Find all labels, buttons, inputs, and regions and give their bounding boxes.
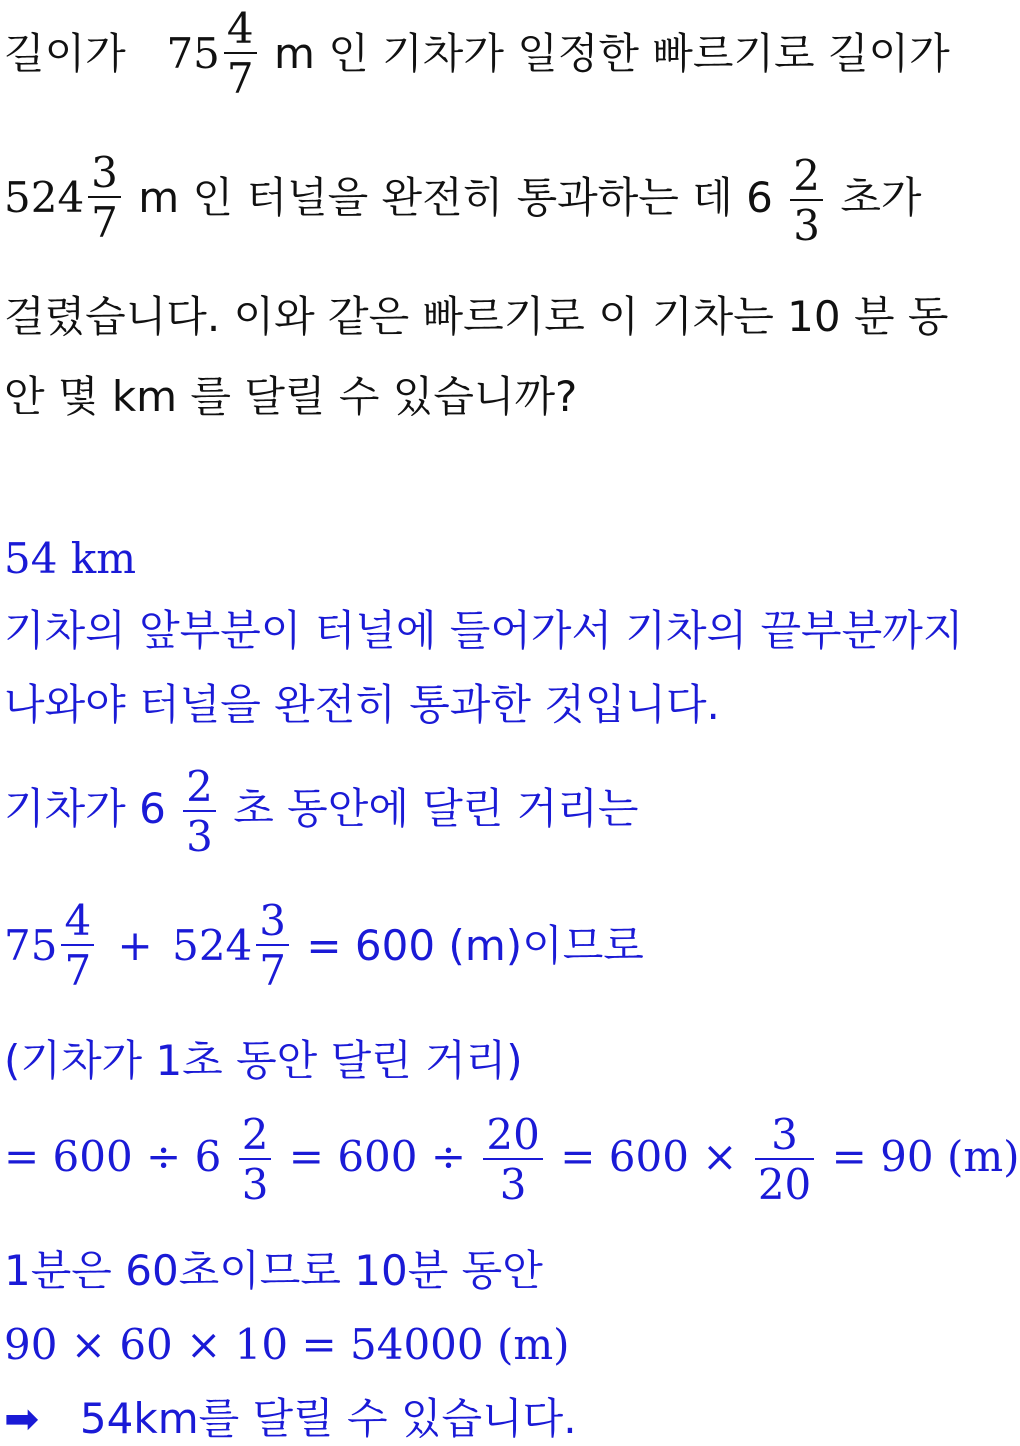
problem-text: 초가 [840, 173, 922, 222]
explanation-line-5: (기차가 1초 동안 달린 거리) [4, 1036, 523, 1085]
whole-part: 75 [166, 29, 220, 78]
fraction [755, 1110, 814, 1209]
answer-result: 54 km [4, 534, 137, 583]
numerator: 3 [256, 900, 289, 946]
expression-text: = 600 ÷ [288, 1132, 467, 1181]
fraction [256, 896, 289, 995]
explanation-line-9 [4, 1394, 577, 1443]
expression-text: = 90 (m) [831, 1132, 1020, 1181]
whole-part: 524 [4, 173, 85, 222]
numerator: 2 [239, 1114, 272, 1160]
problem-line-1 [4, 4, 950, 103]
denominator: 3 [186, 812, 213, 861]
problem-text: m 인 기차가 일정한 빠르기로 길이가 [273, 29, 950, 78]
explanation-line-6 [4, 1110, 1020, 1209]
explanation-line-2: 나와야 터널을 완전히 통과한 것입니다. [4, 680, 720, 729]
fraction [183, 762, 216, 861]
problem-line-2 [4, 148, 922, 250]
explanation-line-3 [4, 762, 639, 861]
expression-text: = 600 × [560, 1132, 738, 1181]
denominator: 7 [226, 54, 254, 103]
explanation-text: = 600 (m)이므로 [306, 921, 644, 970]
numerator: 4 [224, 8, 257, 54]
numerator: 2 [790, 155, 823, 201]
denominator: 7 [64, 946, 92, 995]
explanation-line-4 [4, 896, 644, 995]
mixed-number [4, 896, 98, 995]
problem-line-3: 걸렸습니다. 이와 같은 빠르기로 이 기차는 10 분 동 [4, 292, 949, 341]
explanation-line-7: 1분은 60초이므로 10분 동안 [4, 1246, 543, 1295]
fraction [61, 896, 94, 995]
conclusion-text: 54km를 달릴 수 있습니다. [79, 1394, 577, 1443]
explanation-text: 기차가 6 [4, 784, 166, 833]
expression-text: = 600 ÷ 6 [4, 1132, 222, 1181]
numerator: 4 [61, 900, 94, 946]
numerator: 20 [483, 1114, 542, 1160]
fraction [239, 1110, 272, 1209]
numerator: 3 [88, 152, 121, 198]
problem-line-4: 안 몇 km 를 달릴 수 있습니까? [4, 372, 578, 421]
plus-sign: + [117, 921, 153, 970]
denominator: 3 [241, 1160, 269, 1209]
fraction [483, 1110, 542, 1209]
denominator: 3 [499, 1160, 527, 1209]
problem-text: 길이가 [4, 29, 126, 78]
explanation-text: 초 동안에 달린 거리는 [233, 784, 639, 833]
whole-part: 75 [4, 921, 58, 970]
fraction [88, 148, 121, 247]
denominator: 7 [91, 198, 118, 247]
denominator: 7 [259, 946, 287, 995]
mixed-number [4, 148, 125, 247]
fraction [790, 151, 823, 250]
explanation-line-1: 기차의 앞부분이 터널에 들어가서 기차의 끝부분까지 [4, 606, 964, 655]
denominator: 3 [793, 201, 820, 250]
numerator: 3 [755, 1114, 814, 1160]
denominator: 20 [757, 1160, 812, 1209]
fraction [224, 4, 257, 103]
arrow-icon: ➡ [4, 1394, 40, 1443]
problem-text: m 인 터널을 완전히 통과하는 데 6 [138, 173, 773, 222]
explanation-line-8: 90 × 60 × 10 = 54000 (m) [4, 1320, 570, 1369]
whole-part: 524 [172, 921, 253, 970]
numerator: 2 [183, 766, 216, 812]
mixed-number [166, 4, 260, 103]
mixed-number [172, 896, 293, 995]
